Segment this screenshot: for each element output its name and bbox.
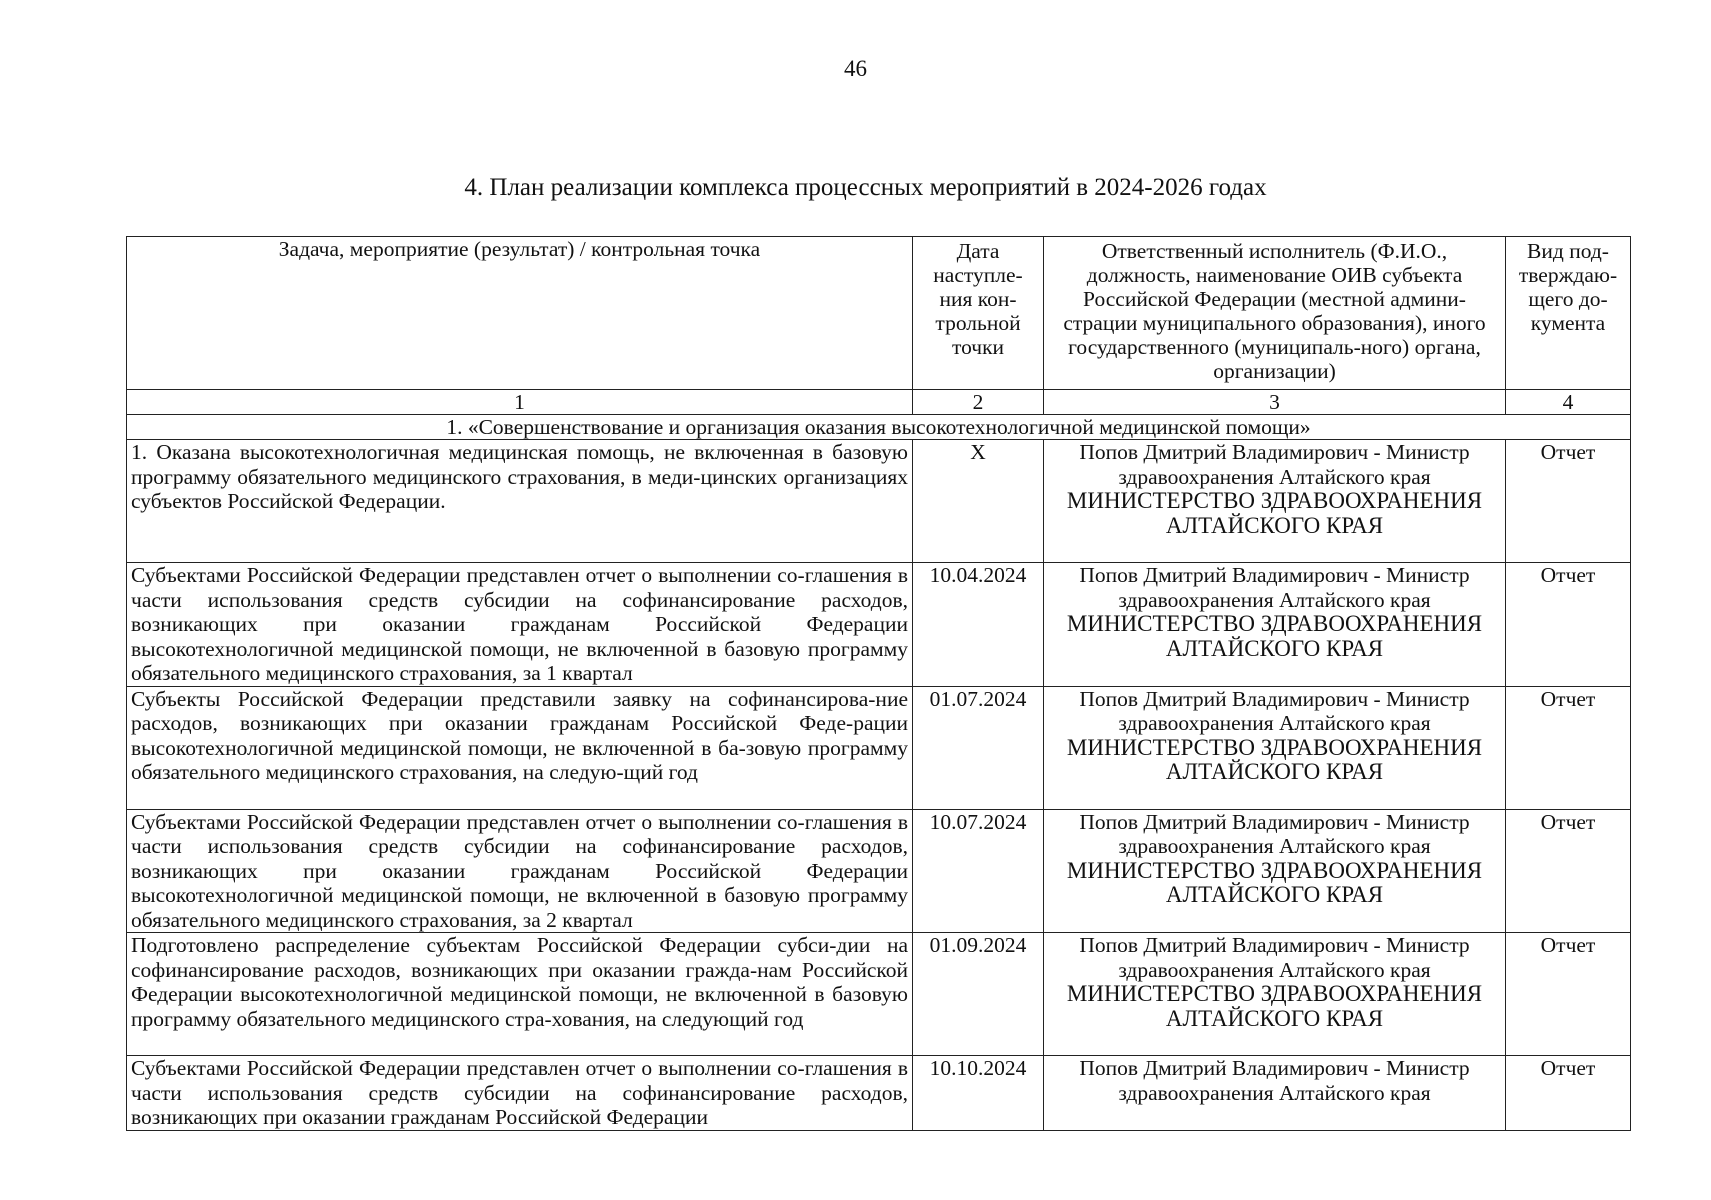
responsible-org: МИНИСТЕРСТВО ЗДРАВООХРАНЕНИЯ АЛТАЙСКОГО КРАЯ <box>1066 981 1483 1031</box>
responsible-person: Попов Дмитрий Владимирович - Министр здравоохранения Алтайского края <box>1079 1056 1470 1105</box>
table-row <box>127 933 1631 1056</box>
responsible-person: Попов Дмитрий Владимирович - Министр здравоохранения Алтайского края <box>1079 933 1470 982</box>
table-row <box>127 809 1631 933</box>
task-cell: Субъекты Российской Федерации представили заявку на софинансирова-ние расходов, возникающих при оказании гражданам Российской Феде-рации высокотехнологичной медицинской помощи, не включенной в ба-зовую программу обязательного медицинского страхования, на следую-щий год <box>127 686 913 809</box>
table-header-row <box>127 237 1631 390</box>
table-row <box>127 1056 1631 1131</box>
responsible-person: Попов Дмитрий Владимирович - Министр здравоохранения Алтайского края <box>1079 809 1470 858</box>
column-number: 2 <box>913 390 1044 415</box>
task-cell: Субъектами Российской Федерации представлен отчет о выполнении со-глашения в части использования средств субсидии на софинансирование расходов, возникающих при оказании гражданам Российской Федерации <box>127 1056 913 1131</box>
task-cell: Субъектами Российской Федерации представлен отчет о выполнении со-глашения в части использования средств субсидии на софинансирование расходов, возникающих при оказании гражданам Российской Федерации высокотехнологичной медицинской помощи, не включенной в базовую программу обязательного медицинского страхования, за 2 квартал <box>127 809 913 933</box>
section-row <box>127 415 1631 440</box>
date-cell: 01.07.2024 <box>913 686 1044 809</box>
document-cell: Отчет <box>1506 440 1631 563</box>
responsible-org: МИНИСТЕРСТВО ЗДРАВООХРАНЕНИЯ АЛТАЙСКОГО КРАЯ <box>1066 488 1483 538</box>
document-cell: Отчет <box>1506 933 1631 1056</box>
header-task: Задача, мероприятие (результат) / контрольная точка <box>127 237 913 390</box>
task-cell: Подготовлено распределение субъектам Российской Федерации субси-дии на софинансирование расходов, возникающих при оказании гражда-нам Российской Федерации высокотехнологичной медицинской помощи, не включенной в базовую программу обязательного медицинского стра-хования, на следующий год <box>127 933 913 1056</box>
column-number: 1 <box>127 390 913 415</box>
responsible-person: Попов Дмитрий Владимирович - Министр здравоохранения Алтайского края <box>1079 563 1470 612</box>
responsible-org: МИНИСТЕРСТВО ЗДРАВООХРАНЕНИЯ АЛТАЙСКОГО КРАЯ <box>1066 857 1483 907</box>
table-row <box>127 686 1631 809</box>
header-responsible: Ответственный исполнитель (Ф.И.О., должность, наименование ОИВ субъекта Российской Федерации (местной админи-страции муниципального образования), иного государственного (муниципаль-ного) органа, организации) <box>1044 237 1506 390</box>
table-row <box>127 440 1631 563</box>
responsible-cell <box>1044 809 1506 933</box>
responsible-org: МИНИСТЕРСТВО ЗДРАВООХРАНЕНИЯ АЛТАЙСКОГО КРАЯ <box>1066 734 1483 784</box>
header-date: Дата наступле-ния кон-трольной точки <box>913 237 1044 390</box>
date-cell: 10.10.2024 <box>913 1056 1044 1131</box>
responsible-cell <box>1044 563 1506 687</box>
responsible-cell <box>1044 1056 1506 1131</box>
responsible-person: Попов Дмитрий Владимирович - Министр здравоохранения Алтайского края <box>1079 440 1470 489</box>
date-cell: 10.07.2024 <box>913 809 1044 933</box>
column-number: 4 <box>1506 390 1631 415</box>
task-cell: 1. Оказана высокотехнологичная медицинская помощь, не включенная в базовую программу обязательного медицинского страхования, в меди-цинских организациях субъектов Российской Федерации. <box>127 440 913 563</box>
date-cell: X <box>913 440 1044 563</box>
document-cell: Отчет <box>1506 563 1631 687</box>
responsible-cell <box>1044 440 1506 563</box>
header-document: Вид под-тверждаю-щего до-кумента <box>1506 237 1631 390</box>
table-row <box>127 563 1631 687</box>
document-cell: Отчет <box>1506 686 1631 809</box>
date-cell: 01.09.2024 <box>913 933 1044 1056</box>
plan-table <box>126 236 1631 1131</box>
column-number-row <box>127 390 1631 415</box>
responsible-cell <box>1044 686 1506 809</box>
page-number: 46 <box>844 56 867 81</box>
document-title: 4. План реализации комплекса процессных мероприятий в 2024-2026 годах <box>464 174 1267 201</box>
responsible-person: Попов Дмитрий Владимирович - Министр здравоохранения Алтайского края <box>1079 686 1470 735</box>
date-cell: 10.04.2024 <box>913 563 1044 687</box>
section-title: 1. «Совершенствование и организация оказания высокотехнологичной медицинской помощи» <box>127 415 1631 440</box>
responsible-org: МИНИСТЕРСТВО ЗДРАВООХРАНЕНИЯ АЛТАЙСКОГО КРАЯ <box>1066 611 1483 661</box>
document-cell: Отчет <box>1506 1056 1631 1131</box>
document-cell: Отчет <box>1506 809 1631 933</box>
task-cell: Субъектами Российской Федерации представлен отчет о выполнении со-глашения в части использования средств субсидии на софинансирование расходов, возникающих при оказании гражданам Российской Федерации высокотехнологичной медицинской помощи, не включенной в базовую программу обязательного медицинского страхования, за 1 квартал <box>127 563 913 687</box>
column-number: 3 <box>1044 390 1506 415</box>
responsible-cell <box>1044 933 1506 1056</box>
